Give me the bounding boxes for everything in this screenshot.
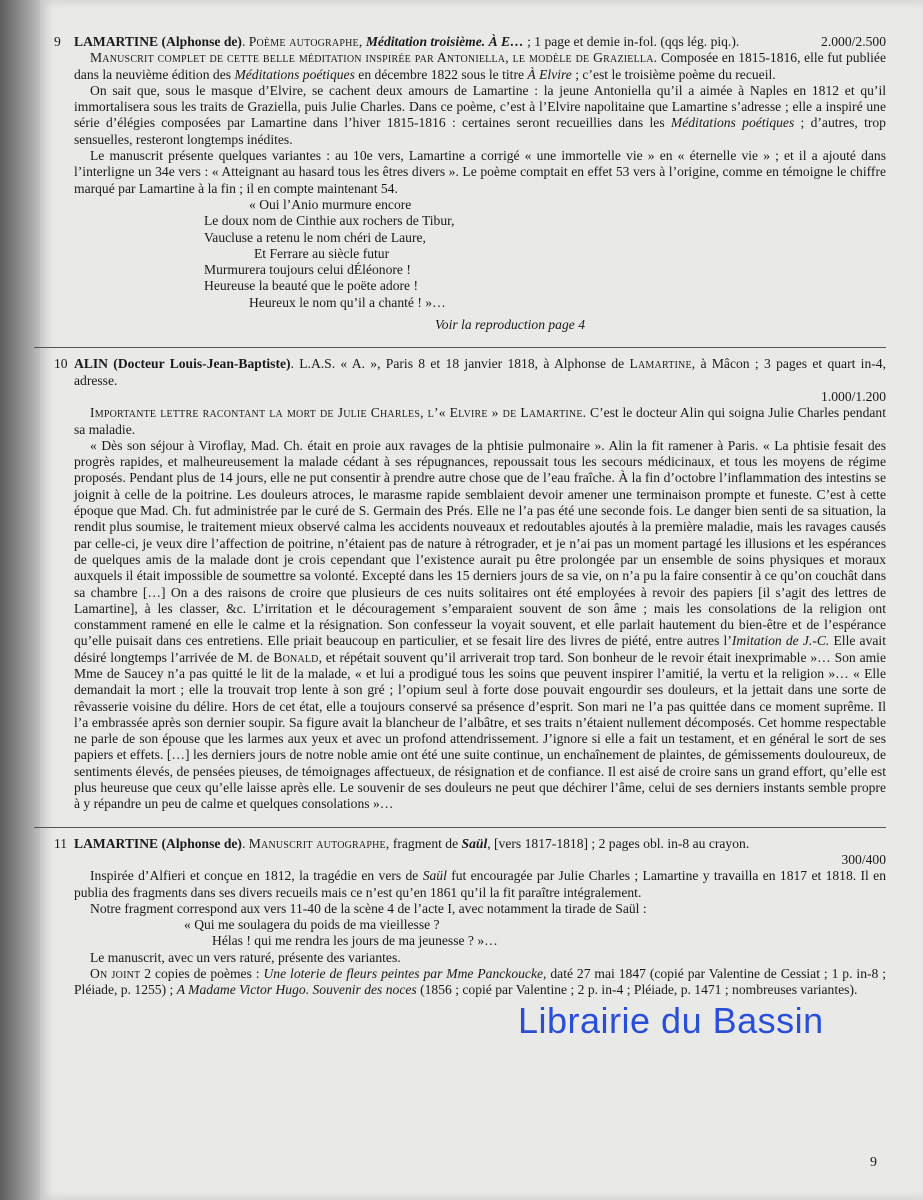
text: , à Mâcon ; 3 pages et quart in-4, adresse.	[74, 356, 886, 388]
price-estimate: 2.000/2.500	[821, 34, 886, 49]
verse-line: Et Ferrare au siècle futur	[254, 245, 390, 261]
bookseller-watermark: Librairie du Bassin	[518, 1000, 824, 1041]
author-name: LAMARTINE (Alphonse de)	[74, 34, 242, 49]
entry-number: 11	[54, 835, 68, 851]
author-name: ALIN (Docteur Louis-Jean-Baptiste)	[74, 356, 291, 372]
text: 2 copies de poèmes :	[140, 966, 264, 982]
catalogue-entry-9	[54, 34, 886, 333]
entry-number: 10	[54, 356, 68, 372]
work-title: Saül	[461, 835, 488, 851]
catalogue-entry-10	[54, 356, 886, 812]
verse-line: Vaucluse a retenu le nom chéri de Laure,	[204, 229, 426, 245]
entry-heading: 2.000/2.500 LAMARTINE (Alphonse de). Poème autographe, Méditation troisième. À E… ; 1 page et demie in-fol. (qqs lég. piq.).	[74, 34, 886, 49]
italic-title: À Elvire	[527, 66, 572, 82]
text: . L.A.S. « A. », Paris 8 et 18 janvier 1818, à Alphonse de	[290, 356, 630, 372]
paragraph: Notre fragment correspond aux vers 11-40 de la scène 4 de l’acte I, avec notamment la tirade de Saül :	[90, 900, 647, 916]
item-type: Manuscrit autographe,	[248, 835, 390, 851]
work-title: Méditation troisième. À E…	[365, 34, 524, 49]
italic-title: Méditations poétiques	[670, 115, 795, 131]
text: Elle avait désiré longtemps l’arrivée de M. de	[74, 633, 886, 665]
paragraph: Le manuscrit présente quelques variantes : au 10e vers, Lamartine a corrigé « une immortelle vie » en « éternelle vie » ; et il a ajouté dans l’interligne un 34e vers : « Atteignant au hasard tous les êtres divers ». Le poème comptait en effet 53 vers à l’origine, comme en témoigne le chiffre marqué par Lamartine à la fin ; il en compte maintenant 54.	[74, 148, 886, 196]
verse-line: « Qui me soulagera du poids de ma vieillesse ?	[184, 917, 440, 933]
text: (1856 ; copié par Valentine ; 2 p. in-4 ; Pléiade, p. 1471 ; nombreuses variantes).	[416, 982, 858, 998]
entry-heading	[74, 356, 886, 389]
item-type: Poème autographe,	[248, 34, 363, 49]
verse-quote	[204, 197, 886, 311]
text: , [vers 1817-1818] ; 2 pages obl. in-8 au crayon.	[487, 835, 750, 851]
italic-title: Imitation de J.-C.	[731, 633, 830, 649]
price-estimate: 1.000/1.200	[821, 388, 886, 404]
text: ; d’autres, trop sensuelles, resteront longtemps inédites.	[74, 115, 886, 147]
italic-title: Une loterie de fleurs peintes par Mme Panckoucke	[263, 966, 544, 982]
entry-number: 9	[54, 34, 61, 49]
text: , daté 27 mai 1847 (copié par Valentine de Cessiat ; 1 p. in-8 ; Pléiade, p. 1255) ;	[74, 966, 887, 998]
lead-in: Manuscrit complet de cette belle méditation inspirée par Antoniella, le modèle de Graziella.	[90, 50, 658, 66]
verse-line: Murmurera toujours celui dÉléonore !	[204, 262, 411, 278]
paragraph: Le manuscrit, avec un vers raturé, présente des variantes.	[90, 949, 401, 965]
verse-quote	[184, 917, 886, 950]
price-estimate: 300/400	[841, 851, 886, 867]
text: fut encouragée par Julie Charles ; Lamartine y travailla en 1817 et 1818. Il en publia des fragments dans ses divers recueils mais ce n’est qu’en 1861 qu’il la fit paraître intégralement.	[74, 868, 886, 900]
paragraph	[74, 438, 886, 813]
italic-title: Méditations poétiques	[234, 66, 355, 82]
paragraph	[74, 83, 886, 148]
text: Bonald	[273, 649, 319, 665]
verse-line: Heureuse la beauté que le poëte adore !	[204, 278, 418, 294]
author-name: LAMARTINE (Alphonse de)	[74, 835, 242, 851]
reproduction-note: Voir la reproduction page 4	[434, 317, 586, 333]
paragraph	[74, 966, 886, 999]
text: fragment de	[389, 835, 462, 851]
text: , et répétait souvent qu’il arriverait trop tard. Son bonheur de le revoir était inexprimable »… Son amie Mme de Saucey n’a pas quitté le lit de la malade, « et lui a prodigué tous les soins que peuvent inspirer l’amitié, la vertu et la religion »… « Elle demandait la mort ; elle la trouvait trop lente à son gré ; l’opium seul à forte dose pouvait engourdir ses douleurs, et la jettait dans une sorte de rêvasserie voisine du délire. Hors de cet état, elle a toujours conservé sa présence d’esprit. Son mari ne l’a pas quittée dans ce moment suprême. Il l’a embrassée après son dernier soupir. Sa figure avait la blancheur de l’albâtre, et ses traits n’étaient nullement décomposés. Cet homme respectable ne parle de son épouse que les larmes aux yeux et avec un profond attendrissement. J’ignore si elle a fait un testament, et en général le sort de ses papiers et effets. […] les derniers jours de notre noble amie ont été une suite continue, un enchaînement de plaintes, de gémissements douloureux, de sentiments élevés, de pensées pieuses, de témoignages affectueux, de résignation et de confiance. Il est aisé de croire sans un grand effort, qu’elle est plus heureuse que ceux qu’elle laisse après elle. Le souvenir de ses douleurs ne peut que déchirer l’âme, celui de ses derniers instants semble propre à y répandre un peu de calme et quelques consolations »…	[74, 649, 886, 812]
verse-line: Heureux le nom qu’il a chanté ! »…	[249, 294, 446, 310]
paragraph	[74, 868, 886, 901]
catalogue-page	[40, 0, 923, 1200]
text: C’est le docteur Alin qui soigna Julie Charles pendant sa maladie.	[74, 405, 886, 437]
paragraph	[74, 50, 886, 83]
text: « Dès son séjour à Viroflay, Mad. Ch. était en proie aux ravages de la phtisie pulmonaire ». Alin la fit ramener à Paris. « La phtisie fesait des progrès rapides, et malheureusement la malade cédant à ses répugnances, repoussait tous les secours médicinaux, et tous les moyens de régime proposés. Pendant plus de 14 jours, elle ne put consentir à prendre autre chose que de l’eau fraîche. À la fin d’octobre l’inflammation des intestins se joignit à celle de la poitrine. Les douleurs atroces, le marasme rapide semblaient devoir amener une terminaison prompte et funeste. C’est à cette époque que Mad. Ch. fut administrée par le curé de S. Germain des Prés. Elle ne l’a pas été une seconde fois. Le danger bien senti de sa situation, la rendit plus soumise, le traitement mieux observé calma les accidents nouveaux et redoutables ajoutés à la première maladie, mais les ravages causés par celle-ci, je veux dire l’affection de poitrine, n’étaient pas de nature à rétrograder, et je n’ai pas un moment partagé les illusions et les espérances de quelques amis de la malade dont je crois cependant que l’existence aurait pu être prolongée par un ensemble de soins physiques et moraux auxquels il était impossible de soumettre sa volonté. Excepté dans les 15 derniers jours de sa vie, on n’a pu la faire consentir à ce qu’on couchât dans sa chambre […] On a des raisons de croire que plusieurs de ces nuits solitaires ont été employées à revoir des papiers [il s’agit des lettres de Lamartine], à les classer, &c. L’irritation et le découragement s’emparaient souvent de son âme ; mais les consolations de la religion ont constamment ramené en elle le calme et la résignation. Son confesseur la voyait souvent, et elle parlait hautement du bien-être et de l’espérance qu’elle puisait dans ces entretiens. Elle priait beaucoup en particulier, et se fesait lire des livres de piété, entre autres l’	[74, 437, 886, 649]
page-content	[54, 34, 887, 1013]
text: ; c’est le troisième poème du recueil.	[571, 66, 776, 82]
italic-title: Saül	[422, 868, 447, 884]
catalogue-entry-11	[54, 835, 887, 999]
verse-line: Hélas ! qui me rendra les jours de ma jeunesse ? »…	[212, 933, 498, 949]
lead-in: On joint	[90, 966, 141, 982]
italic-title: A Madame Victor Hugo. Souvenir des noces	[176, 982, 417, 998]
text: On sait que, sous le masque d’Elvire, se cachent deux amours de Lamartine : la jeune Antoniella qu’il a aimée à Naples en 1812 et qu’il immortalisera sous les traits de Graziella, puis Julie Charles. Dans ce poème, c’est à l’Elvire napolitaine que Lamartine s’adresse ; elle a inspiré une série d’élégies composées par Lamartine dans l’hiver 1815-1816 : certaines seront recueillies dans les	[74, 82, 886, 131]
page-number: 9	[870, 1155, 877, 1170]
entry-heading: LAMARTINE (Alphonse de). Manuscrit autographe, fragment de Saül, [vers 1817-1818] ; 2 pages obl. in-8 au crayon.	[74, 835, 750, 851]
text: en décembre 1822 sous le titre	[354, 66, 528, 82]
verse-line: « Oui l’Anio murmure encore	[249, 196, 412, 212]
text: Lamartine	[629, 356, 692, 372]
divider	[34, 347, 886, 348]
divider	[34, 827, 886, 828]
text: Composée en 1815-1816, elle fut publiée dans la neuvième édition des	[74, 50, 886, 82]
lead-in: Importante lettre racontant la mort de Julie Charles, l’« Elvire » de Lamartine.	[90, 405, 587, 421]
paragraph	[74, 405, 886, 438]
item-description: ; 1 page et demie in-fol. (qqs lég. piq.).	[523, 34, 740, 49]
verse-line: Le doux nom de Cinthie aux rochers de Tibur,	[204, 213, 455, 229]
text: Inspirée d’Alfieri et conçue en 1812, la tragédie en vers de	[90, 868, 423, 884]
